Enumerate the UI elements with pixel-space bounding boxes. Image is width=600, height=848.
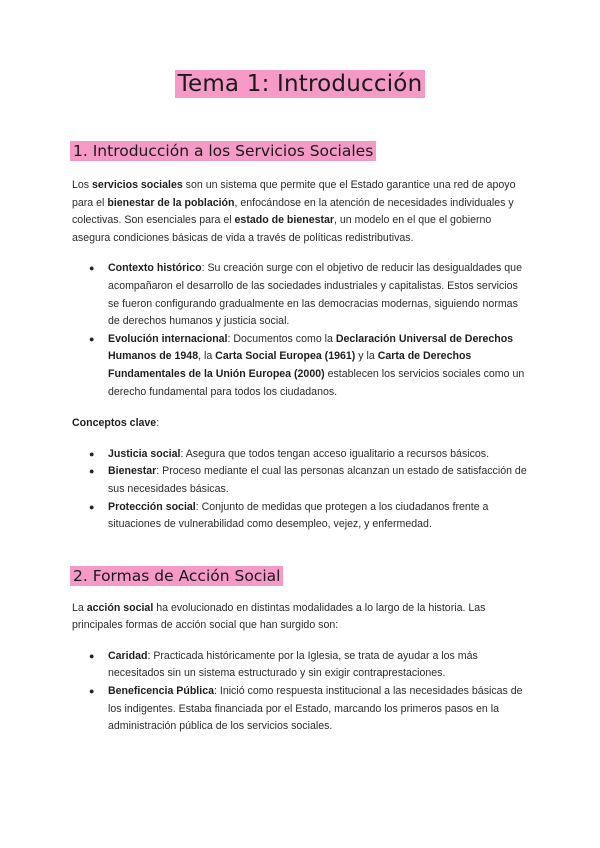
page-title: Tema 1: Introducción	[175, 70, 426, 98]
bold-term: Carta Social Europea (1961)	[215, 350, 356, 363]
title-wrap	[72, 0, 528, 98]
bullet-icon: ●	[89, 263, 95, 274]
list-item	[72, 463, 528, 498]
bullet-icon: ●	[89, 333, 95, 344]
bold-term: Protección social	[108, 500, 196, 513]
bullet-icon: ●	[89, 501, 95, 512]
section-1-heading-wrap	[70, 141, 528, 161]
text: : Conjunto de medidas que protegen a los ciudadanos frente a situaciones de vulnerabilidad como desempleo, vejez, y enfermedad.	[108, 500, 489, 531]
text: , un modelo en el que el gobierno asegura condiciones básicas de vida a través de políticas redistributivas.	[72, 214, 492, 244]
section-1-heading: 1. Introducción a los Servicios Sociales	[70, 141, 376, 161]
bold-term: Beneficencia Pública	[108, 685, 214, 698]
concepts-heading	[72, 415, 528, 433]
bold-term: Bienestar	[108, 465, 157, 478]
text: :	[156, 417, 160, 430]
list-item	[72, 683, 528, 736]
section-2-intro	[72, 600, 528, 635]
text: ha evolucionado en distintas modalidades a lo largo de la historia. Las principales formas de acción social que han surgido son:	[72, 601, 486, 632]
bold-term: estado de bienestar	[234, 214, 335, 227]
bold-term: servicios sociales	[92, 179, 183, 191]
text: establecen los servicios sociales como un derecho fundamental para todos los ciudadanos.	[108, 367, 525, 398]
bold-term: acción social	[86, 601, 154, 614]
list-item	[72, 260, 528, 330]
bold-term: Justicia social	[108, 447, 181, 460]
bullet-icon: ●	[89, 686, 95, 697]
bullet-icon: ●	[89, 650, 95, 661]
bold-term: Carta de Derechos Fundamentales de la Unión Europea (2000)	[108, 350, 472, 380]
section-2-heading-wrap	[70, 566, 528, 586]
text: y la	[355, 350, 378, 363]
bold-term: bienestar de la población	[107, 196, 235, 209]
bullet-icon: ●	[89, 448, 95, 459]
text: , enfocándose en la atención de necesidades individuales y colectivas. Son esenciales para el	[72, 196, 514, 227]
text: Los	[72, 179, 93, 191]
list-item	[72, 446, 528, 464]
text: son un sistema que permite que el Estado garantice una red de apoyo para el	[72, 179, 516, 209]
list-item	[72, 331, 528, 401]
section-2-list	[72, 648, 528, 736]
text: : Documentos como la	[227, 332, 336, 345]
list-item	[72, 648, 528, 683]
bold-term: Declaración Universal de Derechos Humanos de 1948	[108, 332, 514, 363]
text: : Inició como respuesta institucional a las necesidades básicas de los indigentes. Estaba financiada por el Estado, marcando los primeros pasos en la administración pública de los servicios sociales.	[108, 685, 523, 733]
concepts-list	[72, 446, 528, 534]
section-1-intro	[72, 177, 528, 247]
section-2-heading: 2. Formas de Acción Social	[70, 566, 283, 586]
section-1-list	[72, 260, 528, 401]
text: : Proceso mediante el cual las personas alcanzan un estado de satisfacción de sus necesidades básicas.	[108, 465, 527, 495]
text: : Asegura que todos tengan acceso igualitario a recursos básicos.	[180, 447, 490, 460]
bold-term: Caridad	[108, 649, 148, 662]
text: La	[72, 601, 87, 614]
bold-term: Evolución internacional	[108, 332, 228, 345]
bullet-icon: ●	[89, 466, 95, 477]
text: : Su creación surge con el objetivo de reducir las desigualdades que acompañaron el desarrollo de las sociedades industriales y capitalistas. Estos servicios se fueron configurando gradualmente en las democracias modernas, siguiendo normas de derechos humanos y justicia social.	[108, 262, 522, 328]
bold-term: Conceptos clave	[72, 417, 157, 430]
bold-term: Contexto histórico	[108, 262, 202, 275]
list-item	[72, 499, 528, 534]
text: , la	[198, 350, 216, 363]
text: : Practicada históricamente por la Iglesia, se trata de ayudar a los más necesitados sin un sistema estructurado y sin exigir contraprestaciones.	[108, 649, 478, 680]
